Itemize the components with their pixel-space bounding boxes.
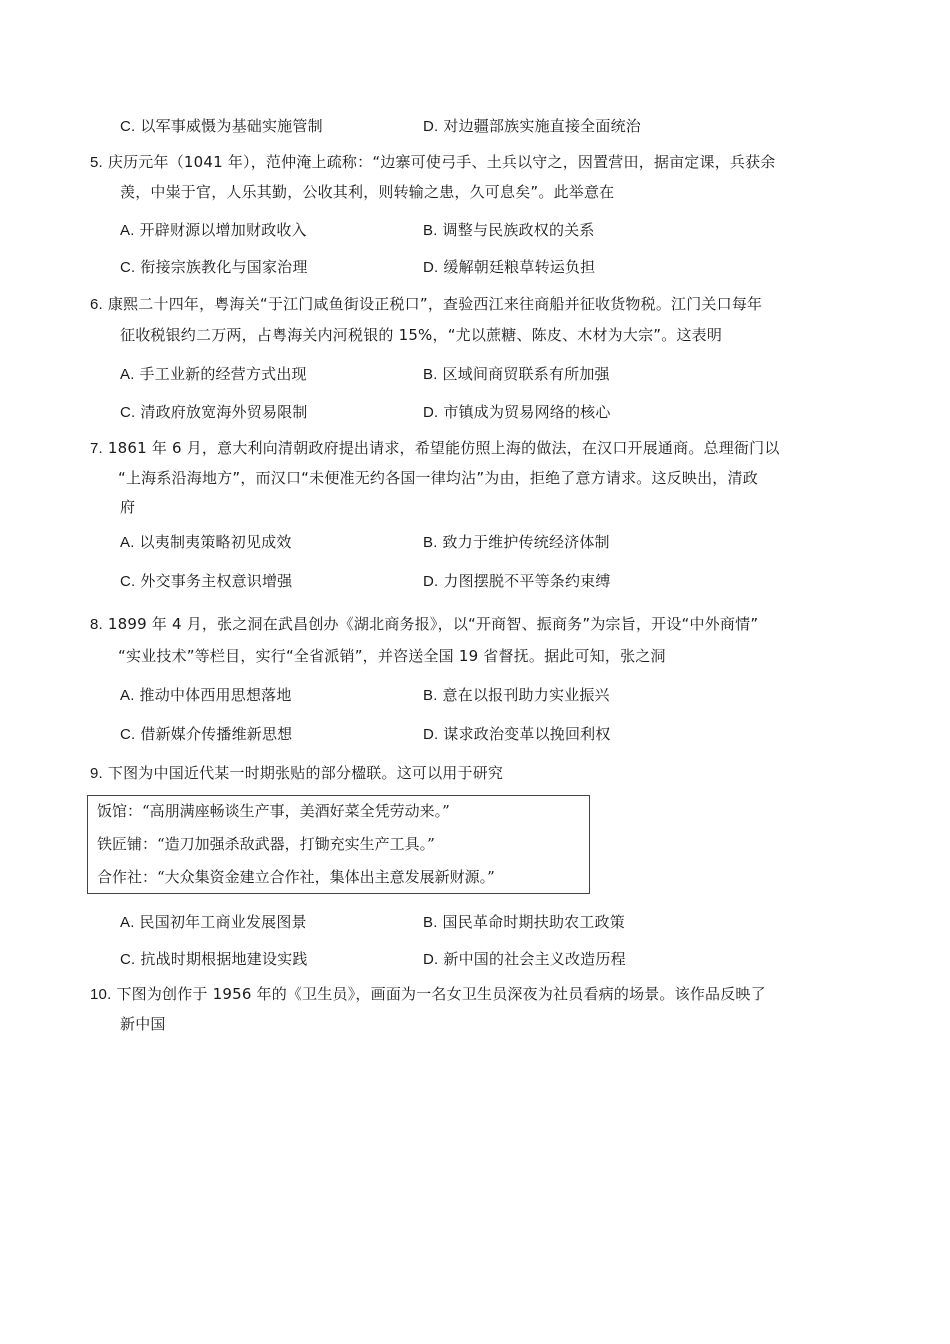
option-key: C. [120, 951, 136, 968]
option-text: 开辟财源以增加财政收入 [139, 221, 307, 239]
question-number: 9. [90, 765, 103, 782]
option-key: A. [120, 366, 135, 383]
q8-stem-line-2: “实业技术”等栏目，实行“全省派销”，并咨送全国 19 省督抚。据此可知，张之洞 [118, 647, 666, 665]
option-key: C. [120, 259, 136, 276]
q8-stem-line-1 [90, 614, 758, 635]
q5-stem-line-2: 羡，中粜于官，人乐其勤，公收其利，则转输之患，久可息矣”。此举意在 [120, 183, 615, 201]
q7-option-d [423, 571, 611, 592]
q6-option-b [423, 364, 610, 385]
q8-option-b [423, 685, 610, 706]
q5-option-c [120, 257, 308, 278]
q6-option-d [423, 402, 611, 423]
option-text: 借新媒介传播维新思想 [140, 725, 293, 743]
option-key: D. [423, 951, 439, 968]
option-key: D. [423, 726, 439, 743]
option-text: 对边疆部族实施直接全面统治 [443, 117, 641, 135]
option-text: 外交事务主权意识增强 [140, 572, 293, 590]
option-key: B. [423, 366, 438, 383]
stem-text: 1861 年 6 月，意大利向清朝政府提出请求，希望能仿照上海的做法，在汉口开展通商。总理衙门以 [107, 439, 780, 457]
question-number: 6. [90, 296, 103, 313]
q6-option-c [120, 402, 308, 423]
option-text: 市镇成为贸易网络的核心 [443, 403, 611, 421]
couplet-cooperative: 合作社：“大众集资金建立合作社，集体出主意发展新财源。” [97, 868, 495, 886]
option-text: 推动中体西用思想落地 [139, 686, 292, 704]
q4-option-c [120, 116, 323, 137]
q6-stem-line-2: 征收税银约二万两，占粤海关内河税银的 15%，“尤以蔗糖、陈皮、木材为大宗”。这表明 [120, 326, 723, 344]
option-key: A. [120, 687, 135, 704]
couplet-restaurant: 饭馆：“高朋满座畅谈生产事，美酒好菜全凭劳动来。” [97, 802, 450, 820]
option-key: C. [120, 573, 136, 590]
option-key: C. [120, 118, 136, 135]
q10-stem-line-2: 新中国 [120, 1015, 166, 1033]
q7-option-c [120, 571, 292, 592]
stem-text: 1899 年 4 月，张之洞在武昌创办《湖北商务报》，以“开商智、振商务”为宗旨，开设“中外商情” [107, 615, 759, 633]
q6-stem-line-1 [90, 294, 762, 315]
q9-option-d [423, 949, 626, 970]
option-key: D. [423, 404, 439, 421]
option-key: A. [120, 222, 135, 239]
q6-option-a [120, 364, 307, 385]
option-key: A. [120, 534, 135, 551]
question-number: 10. [90, 986, 112, 1003]
q9-stem-line-1 [90, 763, 503, 784]
q5-option-b [423, 220, 595, 241]
q7-option-b [423, 532, 610, 553]
q10-stem-line-1 [90, 984, 766, 1005]
q4-option-d [423, 116, 641, 137]
option-text: 新中国的社会主义改造历程 [443, 950, 626, 968]
option-text: 缓解朝廷粮草转运负担 [443, 258, 596, 276]
question-number: 5. [90, 154, 103, 171]
option-text: 致力于维护传统经济体制 [442, 533, 610, 551]
q7-option-a [120, 532, 292, 553]
option-text: 手工业新的经营方式出现 [139, 365, 307, 383]
stem-text: 康熙二十四年，粤海关“于江门咸鱼街设正税口”，查验西江来往商船并征收货物税。江门关口每年 [107, 295, 763, 313]
option-key: C. [120, 404, 136, 421]
option-text: 抗战时期根据地建设实践 [140, 950, 308, 968]
option-text: 清政府放宽海外贸易限制 [140, 403, 308, 421]
couplet-box [87, 795, 590, 894]
q5-option-a [120, 220, 307, 241]
q5-option-d [423, 257, 595, 278]
q7-stem-line-3: 府 [120, 498, 136, 516]
option-key: B. [423, 687, 438, 704]
option-key: B. [423, 914, 438, 931]
option-text: 民国初年工商业发展图景 [139, 913, 307, 931]
option-text: 调整与民族政权的关系 [442, 221, 595, 239]
q8-option-d [423, 724, 611, 745]
q7-stem-line-1 [90, 438, 780, 459]
option-text: 国民革命时期扶助农工政策 [442, 913, 625, 931]
question-number: 7. [90, 440, 103, 457]
option-text: 以夷制夷策略初见成效 [139, 533, 292, 551]
option-text: 力图摆脱不平等条约束缚 [443, 572, 611, 590]
option-key: C. [120, 726, 136, 743]
option-key: D. [423, 573, 439, 590]
option-key: D. [423, 259, 439, 276]
option-text: 谋求政治变革以挽回利权 [443, 725, 611, 743]
stem-text: 庆历元年（1041 年），范仲淹上疏称：“边寨可使弓手、土兵以守之，因置营田，据亩定课，兵获余 [107, 153, 776, 171]
q9-option-b [423, 912, 625, 933]
option-key: A. [120, 914, 135, 931]
q8-option-c [120, 724, 292, 745]
q9-option-a [120, 912, 307, 933]
option-key: B. [423, 534, 438, 551]
option-text: 衔接宗族教化与国家治理 [140, 258, 308, 276]
stem-text: 下图为中国近代某一时期张贴的部分楹联。这可以用于研究 [107, 764, 504, 782]
q7-stem-line-2: “上海系沿海地方”，而汉口“未便准无约各国一律均沾”为由，拒绝了意方请求。这反映出，清政 [118, 469, 758, 487]
option-text: 以军事威慑为基础实施管制 [140, 117, 323, 135]
option-key: B. [423, 222, 438, 239]
q8-option-a [120, 685, 292, 706]
option-key: D. [423, 118, 439, 135]
stem-text: 下图为创作于 1956 年的《卫生员》，画面为一名女卫生员深夜为社员看病的场景。该作品反映了 [116, 985, 766, 1003]
q9-option-c [120, 949, 308, 970]
option-text: 意在以报刊助力实业振兴 [442, 686, 610, 704]
option-text: 区域间商贸联系有所加强 [442, 365, 610, 383]
couplet-blacksmith: 铁匠铺：“造刀加强杀敌武器，打锄充实生产工具。” [97, 835, 435, 853]
question-number: 8. [90, 616, 103, 633]
q5-stem-line-1 [90, 152, 776, 173]
